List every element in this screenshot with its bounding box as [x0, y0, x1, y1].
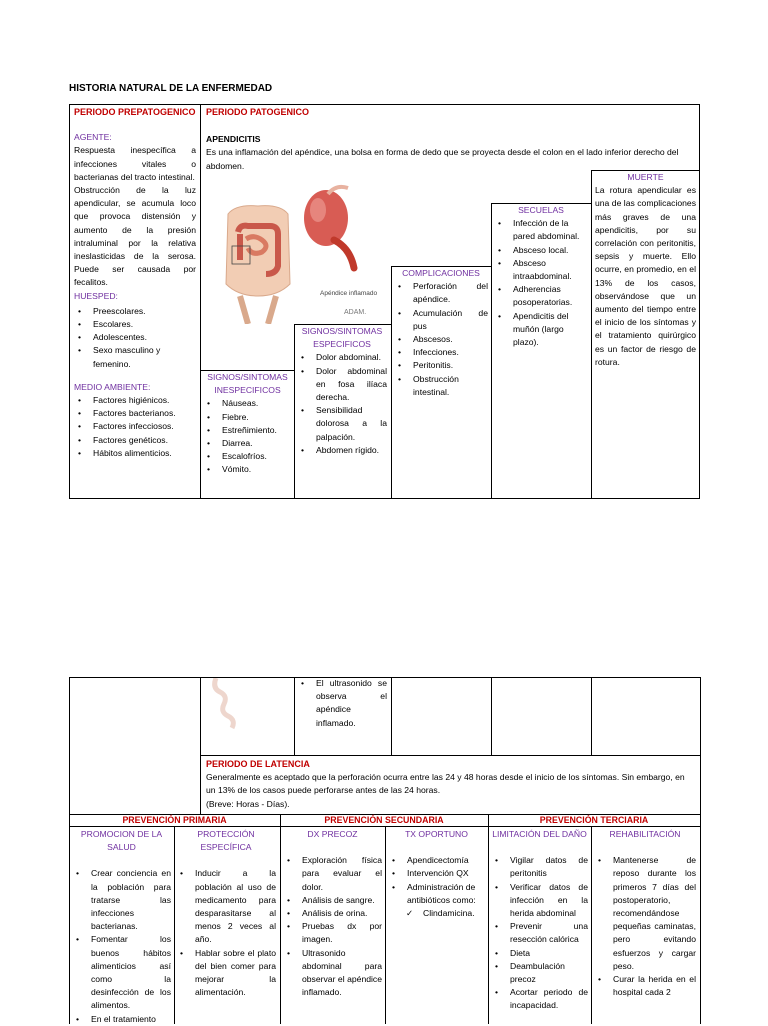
list-item: • Acumulación de pus	[394, 307, 488, 333]
divider	[391, 677, 392, 755]
list-item: • Administración de antibióticos como:	[388, 881, 485, 907]
list-item: • Náuseas.	[203, 397, 292, 410]
divider	[200, 677, 201, 814]
list-item: • Fiebre.	[203, 411, 292, 424]
complicaciones-list	[394, 280, 488, 399]
promocion-list	[72, 867, 171, 1025]
list-item: • Adolescentes.	[74, 331, 196, 344]
list-item: • Ultrasonido abdominal para observar el apéndice inflamado.	[283, 947, 382, 1000]
list-item: • Factores infecciosos.	[74, 420, 196, 433]
dx-column	[283, 828, 382, 999]
list-item: • Curar la herida en el hospital cada 2	[594, 973, 696, 999]
prepatogenico-header: PERIODO PREPATOGENICO	[74, 107, 196, 117]
limitacion-column	[491, 828, 588, 1013]
divider	[591, 677, 592, 755]
list-item: • Apendicectomía	[388, 854, 485, 867]
divider	[491, 677, 492, 755]
list-item: • Absceso intraabdominal.	[494, 257, 588, 283]
list-item: • Sexo masculino y femenino.	[74, 344, 196, 370]
appendix-shape	[334, 240, 354, 268]
especificos-list	[297, 351, 387, 457]
list-item: • Pruebas dx por imagen.	[283, 920, 382, 946]
dx-list	[283, 854, 382, 999]
list-item: • Inducir a la población al uso de medicamento para desparasitarse al menos 2 veces al año.	[176, 867, 276, 946]
proteccion-column	[176, 828, 276, 999]
list-item: • Dolor abdominal en fosa ilíaca derecha.	[297, 365, 387, 405]
agente-text-2: Obstrucción de la luz apendicular, se acumula loco que provoca distensión y aumento de la presión intraluminal por la relativa ineslasticidas de la serosa. Puede ser causada por fecalitos.	[74, 185, 196, 288]
list-item: • Dieta	[491, 947, 588, 960]
limitacion-title: LIMITACIÓN DEL DAÑO	[492, 829, 587, 839]
intestine-fragment	[215, 678, 234, 728]
list-item: • Hablar sobre el plato del bien comer para mejorar la alimentación.	[176, 947, 276, 1000]
cecum-highlight	[310, 198, 326, 222]
list-item: • Obstrucción intestinal.	[394, 373, 488, 399]
tx-title: TX OPORTUNO	[405, 829, 468, 839]
divider	[280, 814, 281, 1024]
list-item: • Factores higiénicos.	[74, 394, 196, 407]
image-brand: ADAM.	[344, 309, 367, 316]
list-item: • Fomentar los buenos hábitos alimenticios así como la desinfección de los alimentos.	[72, 933, 171, 1012]
muerte-text: La rotura apendicular es una de las complicaciones más graves de una apendicitis, por su correlación con peritonitis, sepsis y muerte. Ello ocurre, en promedio, en el 13% de los casos, observándose que un aumento del tiempo entre el inicio de los síntomas y el tratamiento quirúrgico es un factor de riesgo de rotura.	[595, 185, 696, 367]
cecum-shape	[304, 190, 348, 246]
divider	[488, 814, 489, 1024]
intestine-illustration	[202, 678, 292, 754]
rehabilitacion-list	[594, 854, 696, 999]
list-item: • Perforación del apéndice.	[394, 280, 488, 306]
inespecificos-title: SIGNOS/SINTOMAS INESPECIFICOS	[207, 372, 288, 396]
list-item: • Verificar datos de infección en la herida abdominal	[491, 881, 588, 921]
tx-check-list	[388, 907, 485, 920]
rehabilitacion-column	[594, 828, 696, 999]
promocion-title: PROMOCION DE LA SALUD	[80, 829, 163, 853]
list-item: • Acortar periodo de incapacidad.	[491, 986, 588, 1012]
image-caption: Apéndice inflamado	[320, 290, 378, 297]
proteccion-title: PROTECCIÓN ESPECÍFICA	[197, 829, 255, 853]
vessel-shape	[328, 187, 348, 194]
latencia-header: PERIODO DE LATENCIA	[206, 759, 310, 769]
limitacion-list	[491, 854, 588, 1012]
secuelas-column	[494, 204, 588, 349]
leg-shape	[240, 296, 276, 324]
list-item: • Prevenir una resección calórica	[491, 920, 588, 946]
huesped-list	[74, 305, 196, 371]
list-item: • Apendicitis del muñón (largo plazo).	[494, 310, 588, 350]
rehabilitacion-title: REHABILITACIÓN	[609, 829, 681, 839]
list-item: • Deambulación precoz	[491, 960, 588, 986]
complicaciones-column	[394, 267, 488, 399]
huesped-label: HUESPED:	[74, 290, 118, 301]
proteccion-list	[176, 867, 276, 999]
list-item: • Abdomen rígido.	[297, 444, 387, 457]
divider	[294, 677, 295, 755]
list-item: • Preescolares.	[74, 305, 196, 318]
list-item: • Escalofríos.	[203, 450, 292, 463]
medio-list	[74, 394, 196, 460]
list-item: • Vigilar datos de peritonitis	[491, 854, 588, 880]
list-item: • Sensibilidad dolorosa a la palpación.	[297, 404, 387, 444]
list-item: • Exploración física para evaluar el dolor.	[283, 854, 382, 894]
especificos-continued	[297, 677, 387, 730]
list-item: • Análisis de orina.	[283, 907, 382, 920]
list-item: ✓ Clindamicina.	[404, 907, 485, 920]
secuelas-list	[494, 217, 588, 349]
list-item: • Absceso local.	[494, 244, 588, 257]
latencia-text: Generalmente es aceptado que la perforación ocurra entre las 24 y 48 horas desde el inicio de los síntomas. Sin embargo, en un 13% de los casos puede perforarse antes de las 24 horas.	[206, 772, 685, 796]
page-title: HISTORIA NATURAL DE LA ENFERMEDAD	[69, 83, 273, 94]
prevencion-primaria-header: PREVENCIÓN PRIMARIA	[122, 815, 227, 825]
list-item: • Diarrea.	[203, 437, 292, 450]
list-item: • Estreñimiento.	[203, 424, 292, 437]
list-item: • Vómito.	[203, 463, 292, 476]
list-item: • Infecciones.	[394, 346, 488, 359]
divider	[700, 677, 701, 1024]
list-item: • El ultrasonido se observa el apéndice inflamado.	[297, 677, 387, 730]
divider	[391, 266, 392, 499]
list-item: • Factores genéticos.	[74, 434, 196, 447]
list-item: • Intervención QX	[388, 867, 485, 880]
patogenico-header-area	[206, 106, 694, 173]
divider	[200, 104, 201, 499]
latencia-section	[206, 758, 694, 811]
divider	[69, 677, 70, 1024]
muerte-title: MUERTE	[627, 172, 664, 182]
list-item: • Factores bacterianos.	[74, 407, 196, 420]
list-item: • Peritonitis.	[394, 359, 488, 372]
list-item: • Abscesos.	[394, 333, 488, 346]
muerte-column	[595, 171, 696, 369]
disease-name: APENDICITIS	[206, 134, 261, 145]
inespecificos-list	[203, 397, 292, 476]
divider	[294, 324, 295, 499]
agente-label: AGENTE:	[74, 132, 112, 143]
appendix-illustration	[218, 184, 388, 324]
divider	[385, 826, 386, 1024]
list-item: • Mantenerse de reposo durante los primeros 7 días del postoperatorio, recomendándose pequeñas caminatas, pero evitando esfuerzos y cargar peso.	[594, 854, 696, 973]
list-item: • Análisis de sangre.	[283, 894, 382, 907]
list-item: • Dolor abdominal.	[297, 351, 387, 364]
disease-description: Es una inflamación del apéndice, una bolsa en forma de dedo que se proyecta desde el colon en el lado inferior derecho del abdomen.	[206, 147, 679, 171]
list-item: • Crear conciencia en la población para tratarse las infecciones bacterianas.	[72, 867, 171, 933]
divider	[491, 203, 492, 499]
list-item: • Escolares.	[74, 318, 196, 331]
latencia-breve: (Breve: Horas - Días).	[206, 798, 290, 809]
patogenico-header: PERIODO PATOGENICO	[206, 107, 310, 117]
divider	[200, 755, 700, 756]
prevencion-secundaria-header: PREVENCIÓN SECUNDARIA	[324, 815, 444, 825]
agente-text: Respuesta inespecífica a infecciones vitales o bacterianas del tracto intestinal.	[74, 145, 196, 182]
especificos-title: SIGNOS/SINTOMAS ESPECIFICOS	[301, 326, 383, 350]
inespecificos-column	[203, 371, 292, 477]
especificos-column	[297, 325, 387, 457]
promocion-column	[72, 828, 171, 1026]
list-item: • Adherencias posoperatorias.	[494, 283, 588, 309]
secuelas-title: SECUELAS	[518, 205, 564, 215]
dx-title: DX PRECOZ	[307, 829, 358, 839]
tx-list	[388, 854, 485, 907]
complicaciones-title: COMPLICACIONES	[402, 268, 480, 278]
prevencion-terciaria-header: PREVENCIÓN TERCIARIA	[539, 815, 649, 825]
list-item: • En el tratamiento	[72, 1013, 171, 1026]
divider	[591, 170, 592, 499]
list-item: • Hábitos alimenticios.	[74, 447, 196, 460]
medio-label: MEDIO AMBIENTE:	[74, 381, 151, 392]
especificos-extra-list	[297, 677, 387, 730]
prepatogenico-column	[74, 106, 196, 460]
tx-column	[388, 828, 485, 920]
divider	[591, 826, 592, 1024]
divider	[174, 826, 175, 1024]
list-item: • Infección de la pared abdominal.	[494, 217, 588, 243]
